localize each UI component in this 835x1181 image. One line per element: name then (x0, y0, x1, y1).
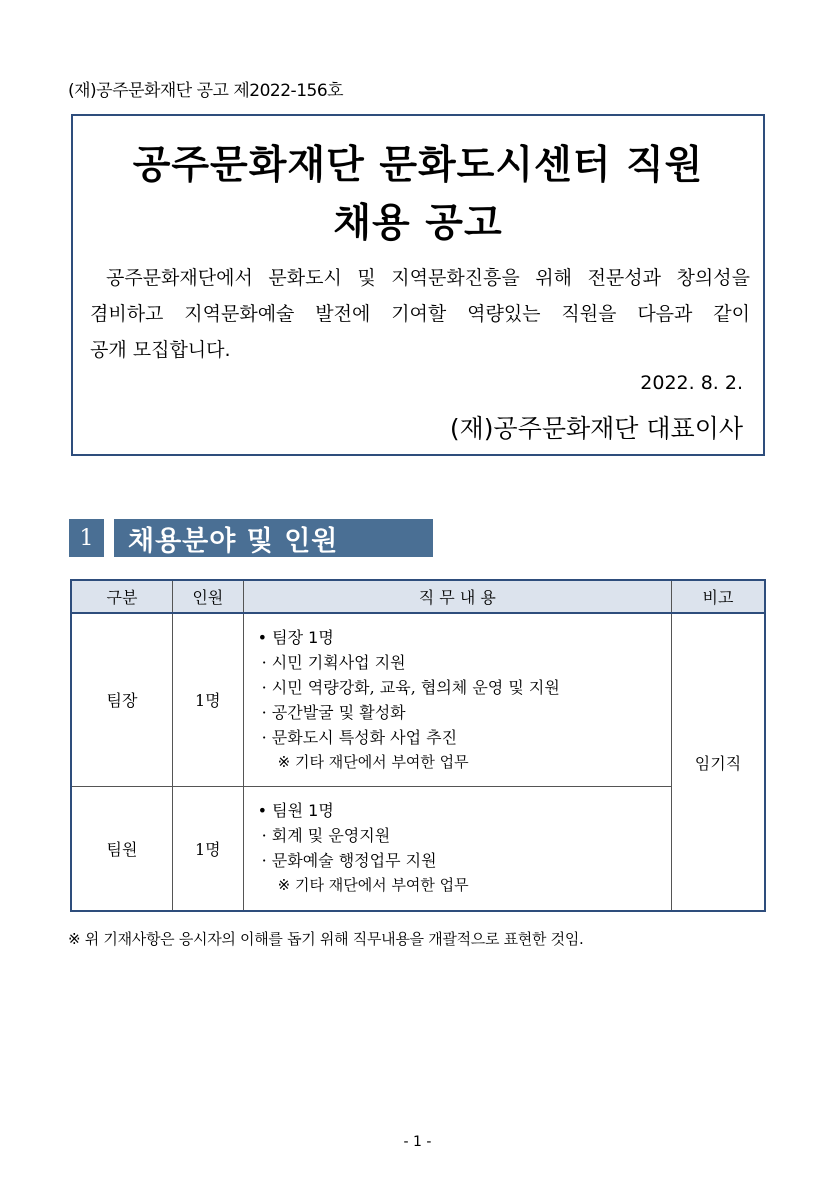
page-number: - 1 - (403, 1134, 432, 1150)
page-title-line1: 공주문화재단 문화도시센터 직원 (132, 143, 704, 188)
intro-line-2: 겸비하고 지역문화예술 발전에 기여할 역량있는 직원을 다음과 같이 (90, 303, 750, 325)
section-number: 1 (69, 519, 104, 557)
row-remark: 임기직 (671, 613, 765, 911)
row-count: 1명 (172, 613, 243, 786)
duty-item: · 공간발굴 및 활성화 (261, 702, 406, 722)
notice-number: (재)공주문화재단 공고 제2022-156호 (68, 81, 344, 101)
table-row (71, 613, 765, 786)
header-duties: 직 무 내 용 (243, 580, 671, 613)
table-row (71, 786, 765, 911)
duty-item: · 시민 기획사업 지원 (261, 652, 406, 672)
duty-item: · 문화예술 행정업무 지원 (261, 851, 437, 871)
intro-paragraph (90, 260, 750, 368)
row-duties (243, 786, 671, 911)
announcement-date: 2022. 8. 2. (640, 372, 743, 394)
duty-heading: • 팀장 1명 (257, 627, 334, 647)
intro-line-3: 공개 모집합니다. (90, 339, 231, 361)
duty-heading: • 팀원 1명 (257, 801, 334, 821)
duty-item: · 회계 및 운영지원 (261, 826, 391, 846)
header-count: 인원 (172, 580, 243, 613)
row-count: 1명 (172, 786, 243, 911)
duty-note: ※ 기타 재단에서 부여한 업무 (277, 876, 469, 895)
section-title: 채용분야 및 인원 (114, 519, 433, 557)
title-box (71, 114, 765, 456)
header-remark: 비고 (671, 580, 765, 613)
row-duties (243, 613, 671, 786)
row-category: 팀원 (71, 786, 172, 911)
job-table (70, 579, 766, 912)
footnote: ※ 위 기재사항은 응시자의 이해를 돕기 위해 직무내용을 개괄적으로 표현한 것임. (68, 930, 584, 948)
table-header-row (71, 580, 765, 613)
page-title-line2: 채용 공고 (333, 201, 503, 246)
duty-item: · 문화도시 특성화 사업 추진 (261, 727, 458, 747)
intro-line-1: 공주문화재단에서 문화도시 및 지역문화진흥을 위해 전문성과 창의성을 (106, 267, 750, 289)
duty-item: · 시민 역량강화, 교육, 협의체 운영 및 지원 (261, 677, 560, 697)
header-category: 구분 (71, 580, 172, 613)
organization-signature: (재)공주문화재단 대표이사 (449, 414, 743, 443)
row-category: 팀장 (71, 613, 172, 786)
duty-note: ※ 기타 재단에서 부여한 업무 (277, 752, 469, 771)
